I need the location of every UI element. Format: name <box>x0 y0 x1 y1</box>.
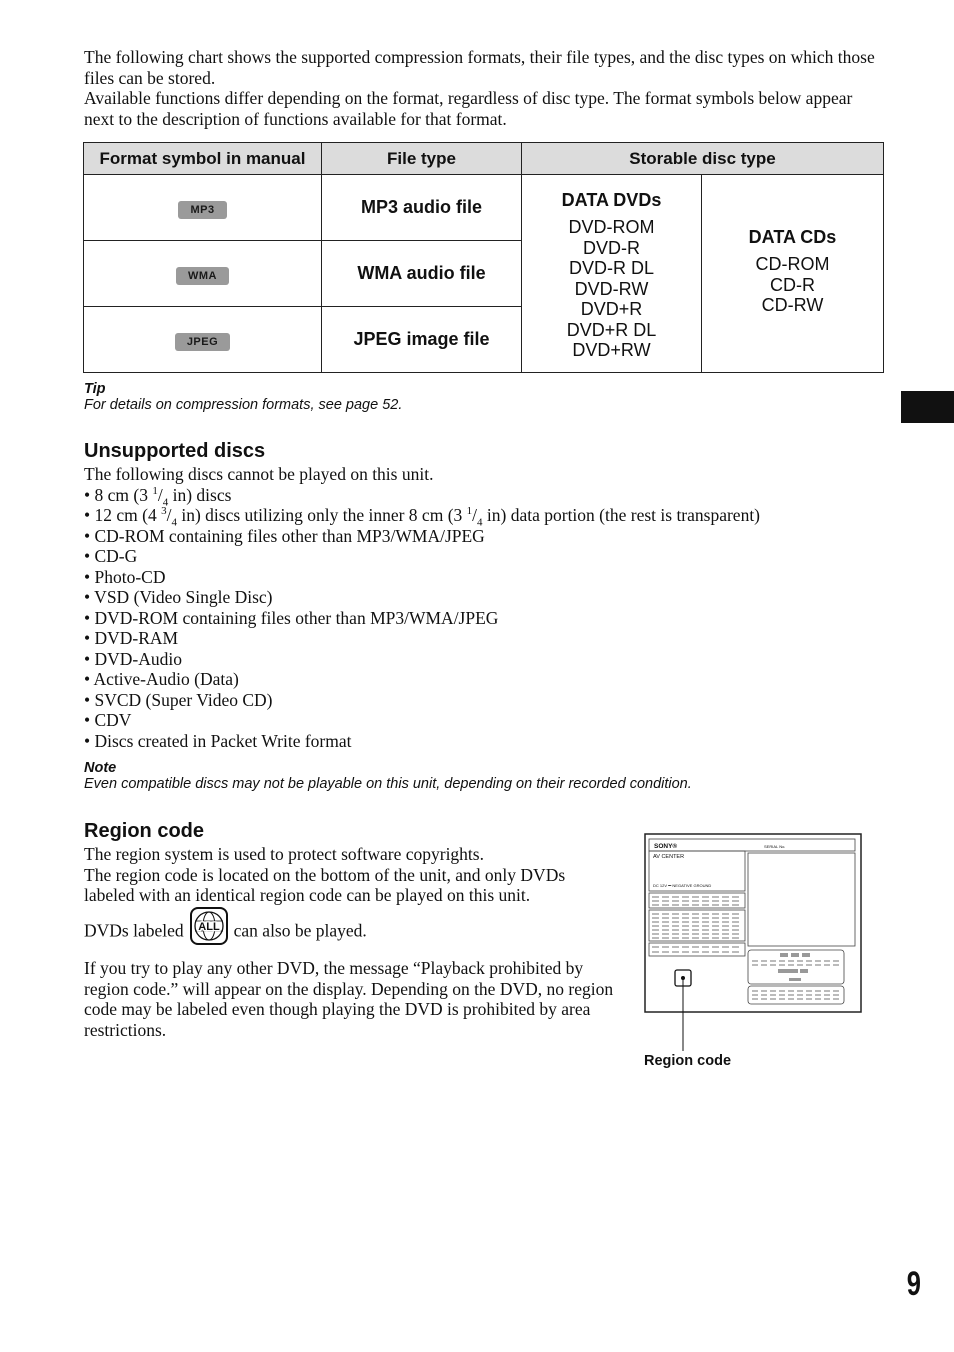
label-serial-text: SERIAL No. <box>764 844 786 849</box>
list-item: • 12 cm (4 $^3/_4$ in) discs utilizing only the inner 8 cm (3 $^1/_4$ in) data portion (the rest is transparent) <box>84 505 761 529</box>
disc-type-item: DVD-R <box>583 237 640 258</box>
data-dvds-cell <box>522 175 702 373</box>
region-code-heading: Region code <box>84 820 205 842</box>
file-type-cell: JPEG image file <box>322 307 522 373</box>
region-code-section <box>84 820 614 1040</box>
format-symbol-cell <box>84 175 322 241</box>
region-paragraph-2: The region code is located on the bottom of the unit, and only DVDs labeled with an identical region code can be played on this unit. <box>84 864 566 905</box>
section-tab-marker <box>901 391 954 423</box>
unsupported-lead: The following discs cannot be played on this unit. <box>84 464 434 484</box>
disc-type-item: DVD+RW <box>572 340 651 361</box>
disc-type-item: DVD-ROM <box>568 217 655 238</box>
list-item: • 8 cm (3 $^1/_4$ in) discs <box>84 484 232 508</box>
region-paragraph-3: If you try to play any other DVD, the message “Playback prohibited by region code.” will appear on the display. Depending on the DVD, no region code may be labeled even though playing the DVD is prohibited by area restrictions. <box>84 958 614 1040</box>
intro-paragraph-1: The following chart shows the supported compression formats, their file types, and the disc types on which those files can be stored. <box>84 47 875 88</box>
mp3-symbol-badge: MP3 <box>178 201 226 219</box>
table-header-row <box>84 143 884 175</box>
list-item: • CD-ROM containing files other than MP3/WMA/JPEG <box>84 525 485 546</box>
unsupported-discs-heading: Unsupported discs <box>84 440 266 462</box>
list-item: • Active-Audio (Data) <box>84 669 239 689</box>
data-dvds-title: DATA DVDs <box>561 190 662 211</box>
jpeg-symbol-badge: JPEG <box>175 333 230 351</box>
format-symbol-cell <box>84 241 322 307</box>
list-item: • Photo-CD <box>84 566 166 587</box>
tip-block <box>84 381 402 413</box>
format-symbol-cell <box>84 307 322 373</box>
disc-type-item: CD-RW <box>761 295 824 315</box>
data-cds-cell <box>702 175 884 373</box>
note-label: Note <box>84 760 117 776</box>
list-item: • SVCD (Super Video CD) <box>84 689 273 710</box>
label-model-text: AV CENTER <box>653 854 685 860</box>
disc-type-item: DVD-R DL <box>568 258 654 279</box>
unsupported-list <box>84 485 884 752</box>
disc-type-item: DVD+R DL <box>566 319 657 340</box>
intro-text <box>84 47 884 129</box>
unit-bottom-label-diagram <box>644 833 864 1070</box>
file-type-cell: WMA audio file <box>322 241 522 307</box>
unsupported-discs-section <box>84 440 884 751</box>
list-item: • VSD (Video Single Disc) <box>84 587 273 607</box>
region-code-caption: Region code <box>644 1053 732 1069</box>
header-format-symbol: Format symbol in manual <box>84 143 322 175</box>
label-power-text: DC 12V ⎓ NEGATIVE GROUND <box>653 883 712 888</box>
wma-symbol-badge: WMA <box>176 267 229 285</box>
note-block <box>84 760 692 792</box>
page-number: 9 <box>906 1265 921 1303</box>
all-logo-text: ALL <box>197 920 220 933</box>
table-row <box>84 175 884 241</box>
label-brand-text: SONY® <box>654 843 678 850</box>
list-item: • DVD-Audio <box>84 648 182 669</box>
disc-type-item: DVD+R <box>580 299 643 320</box>
header-file-type: File type <box>322 143 522 175</box>
list-item: • CDV <box>84 710 132 730</box>
list-item: • CD-G <box>84 546 138 566</box>
tip-text: For details on compression formats, see page 52. <box>84 397 403 413</box>
tip-label: Tip <box>84 381 106 397</box>
region-paragraph-1: The region system is used to protect software copyrights. <box>84 844 484 864</box>
disc-type-item: DVD-RW <box>574 278 649 299</box>
region-all-logo-icon <box>190 907 228 950</box>
format-table <box>83 142 884 373</box>
list-item: • DVD-RAM <box>84 628 179 648</box>
disc-type-item: CD-ROM <box>755 254 830 274</box>
dvds-labeled-line: DVDs labeled ALL can also be played. <box>84 915 614 950</box>
disc-type-item: CD-R <box>770 274 815 295</box>
intro-paragraph-2: Available functions differ depending on the format, regardless of disc type. The format symbols below appear next to the description of functions available for that format. <box>84 88 853 129</box>
data-cds-title: DATA CDs <box>748 227 837 247</box>
list-item: • DVD-ROM containing files other than MP3/WMA/JPEG <box>84 607 499 628</box>
header-storable-disc-type: Storable disc type <box>522 143 884 175</box>
list-item: • Discs created in Packet Write format <box>84 730 352 751</box>
note-text: Even compatible discs may not be playable on this unit, depending on their recorded condition. <box>84 776 692 792</box>
file-type-cell: MP3 audio file <box>322 175 522 241</box>
